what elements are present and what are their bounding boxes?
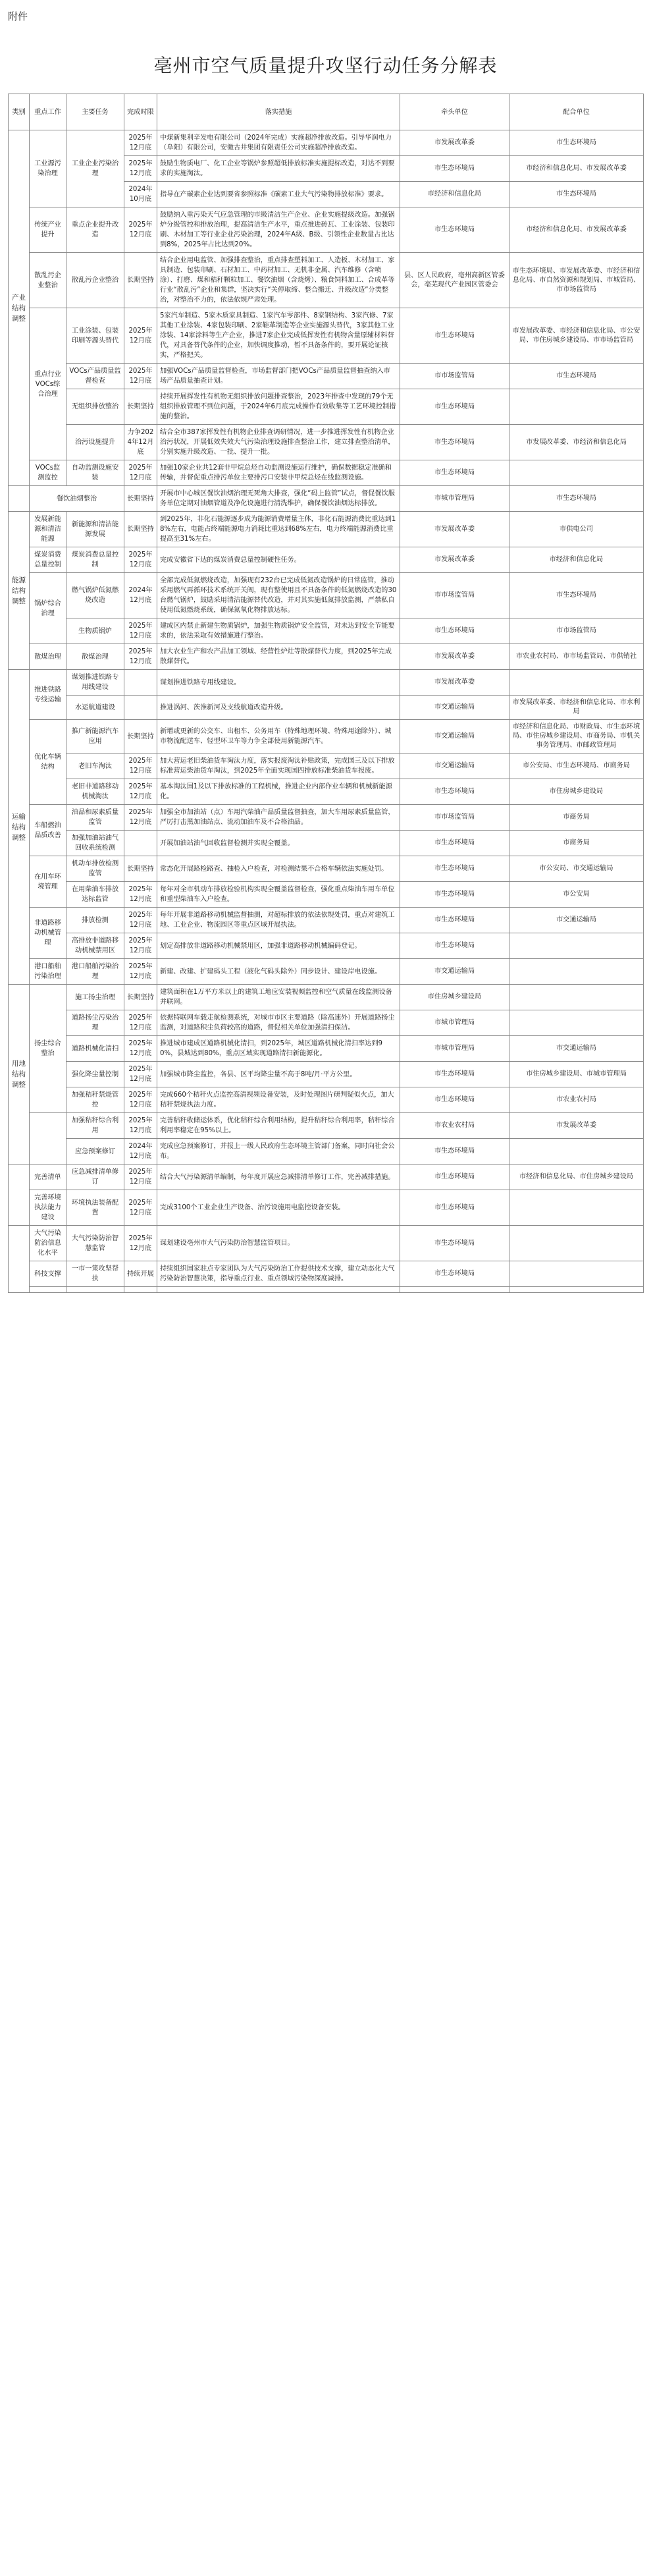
deadline-cell: 2025年12月底 <box>124 1226 157 1261</box>
key-work-cell: 发展新能源和清洁能源 <box>30 512 66 547</box>
measure-cell: 常态化开展路检路查、抽检入户检查，对检测结果不合格车辆依法实施处罚。 <box>157 856 400 882</box>
main-task-cell: 机动车排放检测监管 <box>66 856 124 882</box>
main-task-cell: 加强秸秆禁烧管控 <box>66 1087 124 1113</box>
deadline-cell: 2025年12月底 <box>124 364 157 389</box>
main-task-cell: 大气污染防治智慧监管 <box>66 1226 124 1261</box>
measure-cell: 完成应急预案修订，并报上一级人民政府生态环境主管部门备案，同时向社会公布。 <box>157 1139 400 1165</box>
coop-unit-cell: 市经济和信息化局、市发展改革委 <box>509 156 644 182</box>
deadline-cell: 2025年12月底 <box>124 754 157 779</box>
deadline-cell: 2025年12月底 <box>124 308 157 364</box>
main-task-cell: 油品和尿素质量监管 <box>66 805 124 831</box>
main-task-cell: 散乱污企业整治 <box>66 253 124 308</box>
header-deadline: 完成时限 <box>124 94 157 130</box>
table-body <box>9 130 644 1293</box>
measure-cell: 指导在产碳素企业达到要省参照标准《碳素工业大气污染物排放标准》要求。 <box>157 182 400 207</box>
deadline-cell: 2025年12月底 <box>124 1087 157 1113</box>
lead-unit-cell: 市生态环境局 <box>400 856 509 882</box>
key-work-cell: 科技支撑 <box>30 1261 66 1287</box>
measure-cell: 完善秸秆收储运体系，优化秸秆综合利用结构，提升秸秆综合利用率，秸秆综合利用率稳定在95%以上。 <box>157 1113 400 1139</box>
lead-unit-cell: 县、区人民政府，亳州高新区管委会，亳芜现代产业园区管委会 <box>400 253 509 308</box>
header-main-task: 主要任务 <box>66 94 124 130</box>
coop-unit-cell <box>509 389 644 425</box>
deadline-cell: 2025年12月底 <box>124 1036 157 1062</box>
coop-unit-cell: 市市场监管局 <box>509 618 644 644</box>
coop-unit-cell: 市发展改革委 <box>509 1113 644 1139</box>
table-row <box>9 959 644 985</box>
lead-unit-cell: 市生态环境局 <box>400 779 509 805</box>
coop-unit-cell <box>509 1261 644 1287</box>
measure-cell: 加强10家企业共12套非甲烷总烃自动监测设施运行维护，确保数据稳定准确和传输，并督促重点排污单位主要排污口安装非甲烷总烃在线监测设施。 <box>157 460 400 486</box>
key-work-cell: 重点行业VOCs综合治理 <box>30 308 66 460</box>
deadline-cell: 2025年12月底 <box>124 959 157 985</box>
lead-unit-cell: 市发展改革委 <box>400 670 509 696</box>
coop-unit-cell: 市经济和信息化局 <box>509 547 644 573</box>
measure-cell: 每年对全市机动车排放检验机构实现全覆盖监督检查，强化重点柴油车用车单位和重型柴油车入户检查。 <box>157 882 400 908</box>
category-cell: 运输结构调整 <box>9 670 30 985</box>
table-row <box>9 573 644 618</box>
main-task-cell: 应急减排清单修订 <box>66 1165 124 1190</box>
main-task-cell: 在用柴油车排放达标监管 <box>66 882 124 908</box>
measure-cell: 开展加油站油气回收监督检测并实现全覆盖。 <box>157 831 400 856</box>
measure-cell: 全部完成低氮燃烧改造，加强现有232台已完成低氮改造锅炉的日常监管，推动采用燃气再循环技术系统开关阀，现有整使用且不具备条件的低氮燃烧改造的30台燃气锅炉，鼓励采用清洁能源替代改造，并对其实施低氮排放监测，严禁私自使用低氮燃烧系统，确保氮氧化物排放达标。 <box>157 573 400 618</box>
coop-unit-cell: 市农业农村局 <box>509 1087 644 1113</box>
deadline-cell: 2025年12月底 <box>124 547 157 573</box>
key-work-cell: 优化车辆结构 <box>30 720 66 805</box>
coop-unit-cell <box>509 933 644 959</box>
measure-cell: 到2025年，非化石能源逐步成为能源消费增量主体，非化石能源消费比重达到18%左右，电能占终端能源电力消耗比重达到68%左右，电力终端能源消费比重提高至31%左右。 <box>157 512 400 547</box>
deadline-cell: 2025年12月底 <box>124 779 157 805</box>
key-work-cell <box>30 1287 66 1293</box>
table-row <box>9 486 644 512</box>
measure-cell: 加强VOCs产品质量监督检查，市场监督部门把VOCs产品质量监督抽查纳入市场产品质量抽查计划。 <box>157 364 400 389</box>
measure-cell: 加强城市降尘监控，各县、区平均降尘量不高于8吨/月·平方公里。 <box>157 1062 400 1087</box>
coop-unit-cell <box>509 985 644 1010</box>
lead-unit-cell: 市生态环境局 <box>400 1226 509 1261</box>
table-row <box>9 130 644 156</box>
main-task-cell: 自动监测设施安装 <box>66 460 124 486</box>
category-cell: 产业结构调整 <box>9 130 30 486</box>
main-task-cell: 工业涂装、包装印刷等源头替代 <box>66 308 124 364</box>
deadline-cell: 2025年12月底 <box>124 156 157 182</box>
lead-unit-cell: 市市场监管局 <box>400 364 509 389</box>
coop-unit-cell: 市生态环境局 <box>509 130 644 156</box>
coop-unit-cell: 市经济和信息化局、市发展改革委 <box>509 207 644 253</box>
lead-unit-cell: 市发展改革委 <box>400 130 509 156</box>
table-row <box>9 547 644 573</box>
table-row <box>9 618 644 644</box>
coop-unit-cell: 市生态环境局 <box>509 182 644 207</box>
coop-unit-cell: 市供电公司 <box>509 512 644 547</box>
measure-cell: 建筑面积在1万平方米以上的建筑工地应安装视频监控和空气质量在线监测设备并联网。 <box>157 985 400 1010</box>
deadline-cell: 2025年12月底 <box>124 882 157 908</box>
key-work-cell: 完善环境执法能力建设 <box>30 1190 66 1226</box>
table-row <box>9 670 644 696</box>
table-row <box>9 720 644 754</box>
coop-unit-cell: 市交通运输局 <box>509 1036 644 1062</box>
deadline-cell: 长期坚持 <box>124 253 157 308</box>
table-row <box>9 882 644 908</box>
main-task-cell <box>66 1287 124 1293</box>
table-row <box>9 908 644 933</box>
document-title: 亳州市空气质量提升攻坚行动任务分解表 <box>153 55 498 76</box>
main-task-cell: 煤炭消费总量控制 <box>66 547 124 573</box>
table-row <box>9 779 644 805</box>
measure-cell: 持续组织国家驻点专家团队为大气污染防治工作提供技术支撑，建立动态化大气污染防治智慧决策，指导重点行业、重点领域污染物深度减排。 <box>157 1261 400 1287</box>
measure-cell: 新增或更新的公交车、出租车、公务用车（特殊地理环境、特殊用途除外）、城市物流配送车、轻型环卫车等力争全部使用新能源汽车。 <box>157 720 400 754</box>
deadline-cell: 2025年12月底 <box>124 1113 157 1139</box>
measure-cell: 谋划建设亳州市大气污染防治智慧监管项目。 <box>157 1226 400 1261</box>
header-measures: 落实措施 <box>157 94 400 130</box>
deadline-cell: 2025年12月底 <box>124 618 157 644</box>
measure-cell: 加大营运老旧柴油货车淘汰力度，落实报废淘汰补贴政策，完成国三及以下排放标准营运柴油货车淘汰，到2025年全面实现国四排放标准柴油货车报废。 <box>157 754 400 779</box>
coop-unit-cell: 市发展改革委、市经济和信息化局 <box>509 425 644 460</box>
deadline-cell <box>124 670 157 696</box>
header-coop-units: 配合单位 <box>509 94 644 130</box>
deadline-cell: 2025年12月底 <box>124 207 157 253</box>
task-table <box>8 94 644 1293</box>
measure-cell: 完成660个秸秆火点监控高清视频设备安装，及时处理图片研判疑似火点，加大秸秆禁烧执法力度。 <box>157 1087 400 1113</box>
main-task-cell: 新能源和清洁能源发展 <box>66 512 124 547</box>
header-category: 类别 <box>9 94 30 130</box>
lead-unit-cell: 市生态环境局 <box>400 1062 509 1087</box>
measure-cell: 鼓励生物质电厂、化工企业等锅炉参照超低排放标准实施提标改造，对达不到要求的实施淘汰。 <box>157 156 400 182</box>
coop-unit-cell: 市生态环境局 <box>509 486 644 512</box>
table-row <box>9 644 644 670</box>
deadline-cell: 2025年12月底 <box>124 805 157 831</box>
table-row <box>9 512 644 547</box>
measure-cell: 加大农业生产和农产品加工领域、经营性炉灶等散煤替代力度，到2025年完成散煤替代。 <box>157 644 400 670</box>
lead-unit-cell: 市生态环境局 <box>400 933 509 959</box>
key-work-cell: 传统产业提升 <box>30 207 66 253</box>
lead-unit-cell: 市生态环境局 <box>400 1139 509 1165</box>
measure-cell: 结合企业用电监管、加强排查整治，重点排查塑料加工、人造板、木材加工、家具制造、包装印刷、石材加工、中药材加工、无机非金属、汽车维修（含喷涂）、打磨、煤和秸秆颗粒加工、餐饮油烟（含烧烤）、粮食饲料加工、合成革等行业“散乱污”企业和集群，坚决实行“关停取缔、整合搬迁、升级改造”分类整治，对整治不力的，依法依规严肃处理。 <box>157 253 400 308</box>
deadline-cell <box>124 1287 157 1293</box>
lead-unit-cell: 市市场监管局 <box>400 805 509 831</box>
coop-unit-cell: 市生态环境局 <box>509 573 644 618</box>
measure-cell: 中煤新集利辛发电有限公司（2024年完成）实施超净排放改造。引导华润电力（阜阳）有限公司，安徽古井集团有限责任公司实施超净排放改造。 <box>157 130 400 156</box>
coop-unit-cell: 市发展改革委、市经济和信息化局、市公安局、市住房城乡建设局、市市场监管局 <box>509 308 644 364</box>
coop-unit-cell <box>509 1287 644 1293</box>
key-work-cell: 非道路移动机械管理 <box>30 908 66 959</box>
coop-unit-cell <box>509 1010 644 1036</box>
deadline-cell: 长期坚持 <box>124 512 157 547</box>
coop-unit-cell <box>509 460 644 486</box>
coop-unit-cell: 市公安局 <box>509 882 644 908</box>
coop-unit-cell: 市经济和信息化局、市财政局、市生态环境局、市住房城乡建设局、市商务局、市机关事务管理局、市邮政管理局 <box>509 720 644 754</box>
table-row <box>9 364 644 389</box>
main-task-cell: 道路机械化清扫 <box>66 1036 124 1062</box>
key-work-cell: 车船燃油品质改善 <box>30 805 66 856</box>
measure-cell: 5家汽车制造、5家木质家具制造、1家汽车零部件、8家钢结构、3家汽修、7家其他工业涂装、4家包装印刷、2家鞋革制造等企业实施源头替代，3家其他工业涂装、14家涂料等生产企业，推进7家企业完成低挥发性有机物含量原辅材料替代，对具备替代条件的企业，加快调度推动，暂不具备条件的，要开展论证核实，严格把关。 <box>157 308 400 364</box>
coop-unit-cell: 市生态环境局、市发展改革委、市经济和信息化局、市自然资源和规划局、市城管局、市市场监管局 <box>509 253 644 308</box>
main-task-cell: 燃气锅炉低氮燃烧改造 <box>66 573 124 618</box>
key-work-cell: 散煤治理 <box>30 644 66 670</box>
category-cell: 能源结构调整 <box>9 512 30 670</box>
key-work-cell: 散乱污企业整治 <box>30 253 66 308</box>
table-row <box>9 253 644 308</box>
lead-unit-cell: 市生态环境局 <box>400 1087 509 1113</box>
lead-unit-cell: 市市场监管局 <box>400 573 509 618</box>
table-row <box>9 933 644 959</box>
measure-cell: 持续开展挥发性有机物无组织排放问题排查整治，2023年排查中发现的79个无组织排放管理不到位问题，于2024年6月底完成操作有效收集等工艺环境控制措施的整治。 <box>157 389 400 425</box>
table-row <box>9 1165 644 1190</box>
deadline-cell: 2025年12月底 <box>124 933 157 959</box>
deadline-cell: 长期坚持 <box>124 389 157 425</box>
key-work-cell: 推进铁路专线运输 <box>30 670 66 720</box>
table-row <box>9 1087 644 1113</box>
lead-unit-cell: 市住房城乡建设局 <box>400 985 509 1010</box>
deadline-cell: 2025年12月底 <box>124 1010 157 1036</box>
key-work-cell: VOCs监测监控 <box>30 460 66 486</box>
main-task-cell: 老旧非道路移动机械淘汰 <box>66 779 124 805</box>
lead-unit-cell: 市经济和信息化局 <box>400 182 509 207</box>
lead-unit-cell: 市交通运输局 <box>400 754 509 779</box>
lead-unit-cell: 市生态环境局 <box>400 1165 509 1190</box>
main-task-cell: 加强秸秆综合利用 <box>66 1113 124 1139</box>
coop-unit-cell: 市经济和信息化局、市住房城乡建设局 <box>509 1165 644 1190</box>
measure-cell: 加强全市加油站（点）车用汽柴油产品质量监督抽查，加大车用尿素质量监管，严厉打击黑加油站点、流动加油车及不合格油品。 <box>157 805 400 831</box>
deadline-cell <box>124 831 157 856</box>
main-task-cell: 加强加油站油气回收系统检测 <box>66 831 124 856</box>
table-row <box>9 805 644 831</box>
deadline-cell: 持续开展 <box>124 1261 157 1287</box>
key-work-cell: 锅炉综合治理 <box>30 573 66 644</box>
table-row <box>9 389 644 425</box>
table-row <box>9 754 644 779</box>
key-work-cell: 煤炭消费总量控制 <box>30 547 66 573</box>
table-header-row <box>9 94 644 130</box>
measure-cell: 划定高排放非道路移动机械禁用区，加强非道路移动机械编码登记。 <box>157 933 400 959</box>
coop-unit-cell: 市商务局 <box>509 805 644 831</box>
lead-unit-cell: 市发展改革委 <box>400 512 509 547</box>
lead-unit-cell: 市发展改革委 <box>400 644 509 670</box>
lead-unit-cell: 市生态环境局 <box>400 207 509 253</box>
deadline-cell: 2025年12月底 <box>124 644 157 670</box>
coop-unit-cell <box>509 670 644 696</box>
coop-unit-cell: 市商务局 <box>509 831 644 856</box>
deadline-cell: 长期坚持 <box>124 486 157 512</box>
measure-cell: 新建、改建、扩建码头工程（液化气码头除外）同步设计、建设岸电设施。 <box>157 959 400 985</box>
deadline-cell: 2024年12月底 <box>124 573 157 618</box>
key-work-cell: 在用车环境管理 <box>30 856 66 908</box>
table-row <box>9 1062 644 1087</box>
coop-unit-cell: 市公安局、市交通运输局 <box>509 856 644 882</box>
deadline-cell: 长期坚持 <box>124 856 157 882</box>
main-task-cell: 高排放非道路移动机械禁用区 <box>66 933 124 959</box>
table-row <box>9 1261 644 1287</box>
key-work-cell: 完善清单 <box>30 1165 66 1190</box>
coop-unit-cell <box>509 959 644 985</box>
table-row <box>9 985 644 1010</box>
header-key-work: 重点工作 <box>30 94 66 130</box>
coop-unit-cell <box>509 1190 644 1226</box>
main-task-cell: 强化降尘量控制 <box>66 1062 124 1087</box>
key-work-cell: 餐饮油烟整治 <box>30 486 124 512</box>
lead-unit-cell: 市生态环境局 <box>400 831 509 856</box>
lead-unit-cell: 市生态环境局 <box>400 308 509 364</box>
main-task-cell: 环境执法装备配置 <box>66 1190 124 1226</box>
deadline-cell: 2025年12月底 <box>124 1190 157 1226</box>
main-task-cell: 无组织排放整治 <box>66 389 124 425</box>
main-task-cell: 水运航道建设 <box>66 696 124 720</box>
coop-unit-cell <box>509 1226 644 1261</box>
lead-unit-cell: 市交通运输局 <box>400 959 509 985</box>
table-row <box>9 1287 644 1293</box>
coop-unit-cell: 市生态环境局 <box>509 364 644 389</box>
main-task-cell: 港口船舶污染治理 <box>66 959 124 985</box>
measure-cell: 推进城市建成区道路机械化清扫，到2025年，城区道路机械化清扫率达到90%，县城达到80%，重点区域实现道路清扫新能源化。 <box>157 1036 400 1062</box>
coop-unit-cell: 市农业农村局、市市场监管局、市供销社 <box>509 644 644 670</box>
table-row <box>9 1113 644 1139</box>
measure-cell: 推进涡河、茨淮新河及支线航道改造升级。 <box>157 696 400 720</box>
deadline-cell: 2025年12月底 <box>124 130 157 156</box>
measure-cell: 结合全市387家挥发性有机物企业排查调研情况，进一步推进挥发性有机物企业治污状况，开展低效失效大气污染治理设施排查整治工作，建立排查整治清单，分别实施升级改造、一批、提升一批。 <box>157 425 400 460</box>
deadline-cell: 2025年12月底 <box>124 1062 157 1087</box>
lead-unit-cell: 市城市管理局 <box>400 1010 509 1036</box>
main-task-cell: 施工扬尘治理 <box>66 985 124 1010</box>
coop-unit-cell: 市住房城乡建设局、市城市管理局 <box>509 1062 644 1087</box>
coop-unit-cell: 市交通运输局 <box>509 908 644 933</box>
header-lead-unit: 牵头单位 <box>400 94 509 130</box>
main-task-cell: VOCs产品质量监督检查 <box>66 364 124 389</box>
lead-unit-cell: 市生态环境局 <box>400 425 509 460</box>
main-task-cell: 推广新能源汽车应用 <box>66 720 124 754</box>
deadline-cell: 2025年12月底 <box>124 1165 157 1190</box>
lead-unit-cell: 市生态环境局 <box>400 882 509 908</box>
main-task-cell: 谋划推进铁路专用线建设 <box>66 670 124 696</box>
key-work-cell: 港口船舶污染治理 <box>30 959 66 985</box>
table-row <box>9 425 644 460</box>
table-row <box>9 308 644 364</box>
table-row <box>9 207 644 253</box>
main-task-cell: 排放检测 <box>66 908 124 933</box>
table-row <box>9 1139 644 1165</box>
attachment-label: 附件 <box>8 11 28 22</box>
lead-unit-cell: 市生态环境局 <box>400 156 509 182</box>
measure-cell: 每年开展非道路移动机械监督抽测，对超标排放的依法依规处罚，重点对建筑工地、工业企业、物流园区等重点区域开展执法。 <box>157 908 400 933</box>
measure-cell: 结合大气污染源清单编制，每年度开展应急减排清单修订工作，完善减排措施。 <box>157 1165 400 1190</box>
measure-cell: 谋划推进铁路专用线建设。 <box>157 670 400 696</box>
table-row <box>9 1226 644 1261</box>
main-task-cell: 生物质锅炉 <box>66 618 124 644</box>
category-cell: 用地结构调整 <box>9 985 30 1165</box>
measure-cell: 建成区内禁止新建生物质锅炉，加强生物质锅炉安全监管，对未达到安全节能要求的，依法采取有效措施进行整治。 <box>157 618 400 644</box>
main-task-cell: 道路扬尘污染治理 <box>66 1010 124 1036</box>
lead-unit-cell: 市生态环境局 <box>400 1190 509 1226</box>
category-cell <box>9 486 30 512</box>
main-task-cell: 一市一策攻坚帮扶 <box>66 1261 124 1287</box>
deadline-cell: 2024年12月底 <box>124 1139 157 1165</box>
measure-cell: 鼓励纳入重污染天气应急管理的市级清洁生产企业、企业实施提级改造。加强锅炉分级管控和排放治理，提高清洁生产水平，重点推进砖瓦、工业涂装、包装印刷、木材加工等行业企业污染治理，2024年A级、B级、引领性企业数量占比达到8%，2025年占比达到20%。 <box>157 207 400 253</box>
table-row <box>9 1036 644 1062</box>
lead-unit-cell: 市农业农村局 <box>400 1113 509 1139</box>
key-work-cell: 扬尘综合整治 <box>30 985 66 1113</box>
lead-unit-cell: 市城市管理局 <box>400 486 509 512</box>
deadline-cell: 力争2024年12月底 <box>124 425 157 460</box>
deadline-cell <box>124 696 157 720</box>
table-row <box>9 1190 644 1226</box>
measure-cell <box>157 1287 400 1293</box>
deadline-cell: 2024年10月底 <box>124 182 157 207</box>
lead-unit-cell: 市交通运输局 <box>400 720 509 754</box>
table-row <box>9 696 644 720</box>
lead-unit-cell: 市生态环境局 <box>400 389 509 425</box>
measure-cell: 完成安徽省下达的煤炭消费总量控制硬性任务。 <box>157 547 400 573</box>
main-task-cell: 老旧车淘汰 <box>66 754 124 779</box>
table-row <box>9 856 644 882</box>
lead-unit-cell: 市城市管理局 <box>400 1036 509 1062</box>
lead-unit-cell: 市生态环境局 <box>400 460 509 486</box>
coop-unit-cell: 市发展改革委、市经济和信息化局、市水利局 <box>509 696 644 720</box>
main-task-cell: 工业企业污染治理 <box>66 130 124 207</box>
lead-unit-cell: 市发展改革委 <box>400 547 509 573</box>
measure-cell: 完成3100个工业企业生产设备、治污设施用电监控设备安装。 <box>157 1190 400 1226</box>
key-work-cell <box>30 1113 66 1165</box>
deadline-cell: 长期坚持 <box>124 720 157 754</box>
main-task-cell: 重点企业提升改造 <box>66 207 124 253</box>
table-row <box>9 1010 644 1036</box>
key-work-cell: 大气污染防治信息化水平 <box>30 1226 66 1261</box>
lead-unit-cell <box>400 1287 509 1293</box>
lead-unit-cell: 市生态环境局 <box>400 618 509 644</box>
deadline-cell: 2025年12月底 <box>124 908 157 933</box>
coop-unit-cell: 市住房城乡建设局 <box>509 779 644 805</box>
deadline-cell: 长期坚持 <box>124 985 157 1010</box>
table-row <box>9 831 644 856</box>
coop-unit-cell: 市公安局、市生态环境局、市商务局 <box>509 754 644 779</box>
measure-cell: 基本淘汰国1及以下排放标准的工程机械，推进企业内部作业车辆和机械新能源化。 <box>157 779 400 805</box>
measure-cell: 依据特联网车载走航检测系统，对城市市区主要道路（除高速外）开展道路扬尘监测，对道路积尘负荷较高的道路，督促相关单位加强清扫保洁。 <box>157 1010 400 1036</box>
category-cell <box>9 1226 30 1293</box>
measure-cell: 开展市中心城区餐饮油烟治理无死角大排查，强化“码上监管”试点，督促餐饮服务单位定期对油烟管道及净化设施进行清洗维护，确保餐饮油烟达标排放。 <box>157 486 400 512</box>
table-row <box>9 460 644 486</box>
lead-unit-cell: 市交通运输局 <box>400 696 509 720</box>
main-task-cell: 应急预案修订 <box>66 1139 124 1165</box>
main-task-cell: 散煤治理 <box>66 644 124 670</box>
key-work-cell: 工业源污染治理 <box>30 130 66 207</box>
category-cell <box>9 1165 30 1226</box>
lead-unit-cell: 市生态环境局 <box>400 908 509 933</box>
lead-unit-cell: 市生态环境局 <box>400 1261 509 1287</box>
main-task-cell: 治污设施提升 <box>66 425 124 460</box>
coop-unit-cell <box>509 1139 644 1165</box>
deadline-cell: 2025年12月底 <box>124 460 157 486</box>
